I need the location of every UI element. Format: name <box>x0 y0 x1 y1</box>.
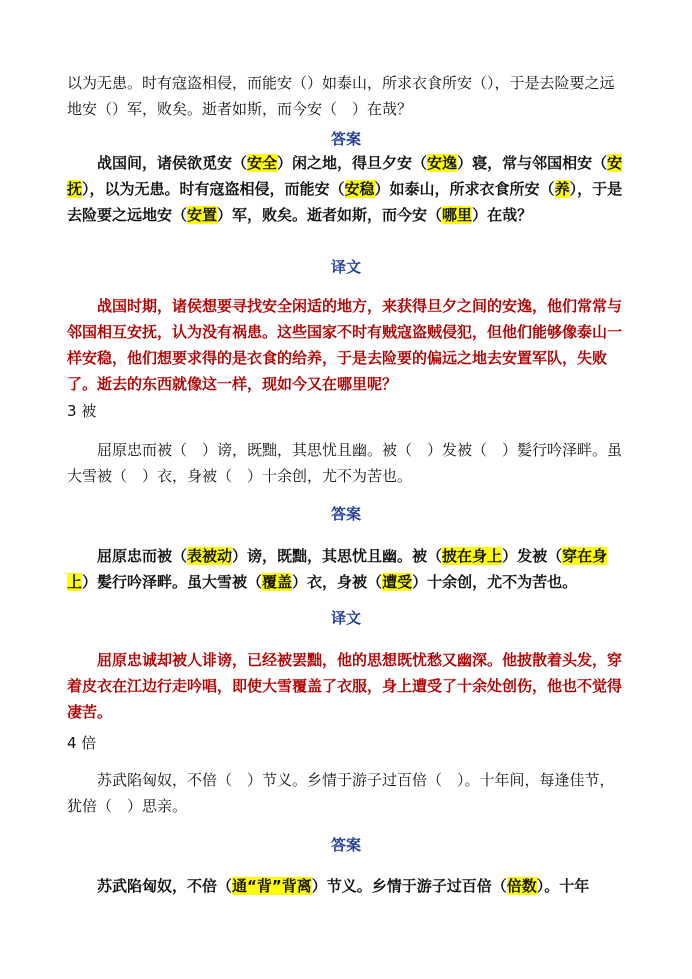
answer-4-paragraph: 苏武陷匈奴，不倍（通“背”背离）节义。乡情于游子过百倍（倍数）。十年 <box>97 877 590 895</box>
answer-heading: 答案 <box>330 505 361 523</box>
answer-3-paragraph: 屈原忠而被（表被动）谤，既黜，其思忧且幽。被（披在身上）发被（穿在身上）髪行吟泽畔。虽大雪被（覆盖）衣，身被（遭受）十余创，尤不为苦也。 <box>67 547 608 591</box>
question-4: 苏武陷匈奴，不倍（ ）节义。乡情于游子过百倍（ ）。十年间，每逢佳节，犹倍（ ）思亲。 <box>67 771 615 815</box>
answer-heading: 答案 <box>330 836 361 854</box>
answer-term: 安逸 <box>427 154 458 172</box>
answer-term: 养 <box>554 180 570 198</box>
answer-term: 安置 <box>187 206 218 224</box>
translation-heading: 译文 <box>330 258 361 276</box>
translation-2-paragraph: 战国时期，诸侯想要寻找安全闲适的地方，来获得旦夕之间的安逸，他们常常与邻国相互安抚，认为没有祸患。这些国家不时有贼寇盗贼侵犯，但他们能够像泰山一样安稳，他们想要求得的是衣食的给养，于是去险要的偏远之地去安置军队，失败了。逝去的东西就像这一样，现如今又在哪里呢？ <box>67 297 623 393</box>
answer-term: 披在身上 <box>442 547 503 565</box>
answer-term: 覆盖 <box>262 573 293 591</box>
answer-term: 倍数 <box>506 877 537 895</box>
answer-term: 安稳 <box>344 180 375 198</box>
question-2-continued: 以为无患。时有寇盗相侵，而能安（）如泰山，所求衣食所安（），于是去险要之远地安（）军，败矣。逝者如斯，而今安（ ）在哉？ <box>67 74 615 118</box>
answer-term: 穿在身上 <box>67 547 608 591</box>
answer-2-paragraph: 战国间，诸侯欲觅安（安全）闲之地，得旦夕安（安逸）寝，常与邻国相安（安抚），以为无患。时有寇盗相侵，而能安（安稳）如泰山，所求衣食所安（养），于是去险要之远地安（安置）军，败矣。逝者如斯，而今安（哪里）在哉？ <box>67 154 623 224</box>
answer-term: 通“背”背离 <box>232 877 312 895</box>
answer-term: 哪里 <box>442 206 473 224</box>
item-number-3: 3 被 <box>67 402 97 420</box>
answer-term: 表被动 <box>187 547 233 565</box>
question-3: 屈原忠而被（ ）谤，既黜，其思忧且幽。被（ ）发被（ ）髪行吟泽畔。虽大雪被（ ）衣，身被（ ）十余创，尤不为苦也。 <box>67 441 623 485</box>
answer-heading: 答案 <box>330 130 361 148</box>
answer-term: 遭受 <box>382 573 413 591</box>
translation-3-paragraph: 屈原忠诚却被人诽谤，已经被罢黜，他的思想既忧愁又幽深。他披散着头发，穿着皮衣在江边行走吟唱，即使大雪覆盖了衣服，身上遭受了十余处创伤，他也不觉得凄苦。 <box>67 651 623 721</box>
answer-term: 安抚 <box>67 154 623 198</box>
answer-term: 安全 <box>247 154 278 172</box>
translation-heading: 译文 <box>330 609 361 627</box>
item-number-4: 4 倍 <box>67 734 97 752</box>
